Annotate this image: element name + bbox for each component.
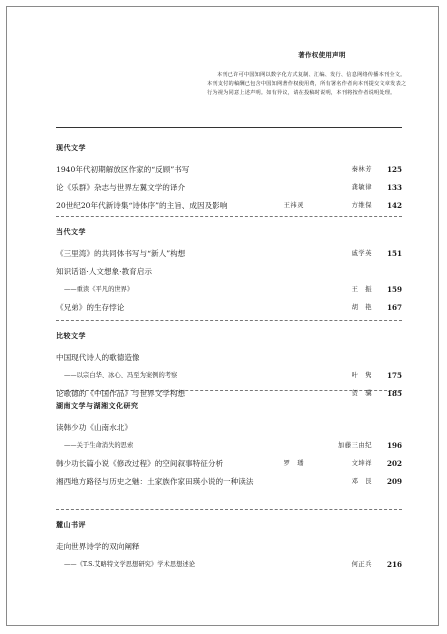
- toc-entry[interactable]: [56, 556, 402, 574]
- toc-section: [56, 143, 402, 215]
- entry-subtitle: ——关于生命消失的思索: [64, 442, 134, 449]
- section-divider: [56, 320, 402, 321]
- toc-entry[interactable]: [56, 245, 402, 263]
- toc-section: [56, 227, 402, 317]
- entry-page-number: 142: [386, 201, 402, 210]
- toc-section: [56, 520, 402, 574]
- entry-page-number: 185: [386, 389, 402, 398]
- section-title: 当代文学: [56, 227, 86, 236]
- toc-entry[interactable]: [56, 437, 402, 455]
- entry-title: 走向世界诗学的双向阐释: [56, 542, 140, 551]
- toc-entry[interactable]: [56, 349, 402, 367]
- entry-subtitle: ——重读《平凡的世界》: [64, 286, 134, 293]
- entry-subtitle: ——《T.S.艾略特文学思想研究》学术思想述论: [64, 561, 196, 568]
- section-title: 比较文学: [56, 331, 86, 340]
- section-title: 现代文学: [56, 143, 86, 152]
- top-rule: [56, 127, 402, 128]
- entry-page-number: 209: [386, 477, 402, 486]
- toc-entry[interactable]: [56, 179, 402, 197]
- entry-author: 叶 隽: [351, 372, 372, 379]
- section-title: 湖南文学与湖湘文化研究: [56, 401, 139, 410]
- entry-coauthor: 罗 璠: [283, 460, 304, 467]
- entry-title: 韩少功长篇小说《修改过程》的空间叙事特征分析: [56, 459, 224, 468]
- entry-subtitle: ——以宗白华、冰心、冯至为案例的考察: [64, 372, 178, 379]
- entry-title: 中国现代诗人的歌德造像: [56, 353, 140, 362]
- notice-body: 本刊已许可中国知网以数字化方式复制、汇编、发行、信息网络传播本刊全文。本刊支付的稿酬已包含中国知网著作权使用费，所有署名作者向本刊提交文章发表之行为视为同意上述声明。如有异议，请在投稿时说明，本刊将按作者说明处理。: [207, 72, 407, 96]
- toc-entry[interactable]: [56, 281, 402, 299]
- entry-page-number: 133: [386, 183, 402, 192]
- section-divider: [56, 509, 402, 510]
- section-divider: [56, 216, 402, 217]
- toc-entry[interactable]: [56, 367, 402, 385]
- toc-entry[interactable]: [56, 299, 402, 317]
- entry-title: 1940年代初期解放区作家的“反顾”书写: [56, 165, 190, 174]
- entry-title: 知识话语·人文想象·教育启示: [56, 267, 152, 276]
- entry-title: 《三里湾》的共同体书写与“新人”构想: [56, 249, 186, 258]
- copyright-notice: [207, 50, 407, 98]
- toc-section: [56, 331, 402, 403]
- notice-title: 著作权使用声明: [298, 51, 346, 59]
- toc-entry[interactable]: [56, 419, 402, 437]
- entry-author: 胡 艳: [351, 304, 372, 311]
- entry-page-number: 159: [386, 285, 402, 294]
- entry-title: 论歌德的《中国作品》与世界文学构想: [56, 389, 186, 398]
- toc-entry[interactable]: [56, 455, 402, 473]
- entry-author: 加藤三由纪: [338, 442, 372, 449]
- entry-author: 方维保: [351, 202, 372, 209]
- entry-page-number: 175: [386, 371, 402, 380]
- toc-section: [56, 401, 402, 491]
- entry-page-number: 202: [386, 459, 402, 468]
- entry-title: 读韩少功《山南水北》: [56, 423, 132, 432]
- entry-author: 王 振: [351, 286, 372, 293]
- entry-author: 秦林芳: [351, 166, 372, 173]
- entry-page-number: 167: [386, 303, 402, 312]
- toc-entry[interactable]: [56, 263, 402, 281]
- entry-page-number: 151: [386, 249, 402, 258]
- entry-title: 20世纪20年代新诗集“诗体序”的主旨、成因及影响: [56, 201, 228, 210]
- entry-author: 龚敏律: [351, 184, 372, 191]
- entry-title: 《兄弟》的生存悖论: [56, 303, 125, 312]
- section-title: 麓山书评: [56, 520, 86, 529]
- entry-author: 贺 骥: [351, 390, 372, 397]
- entry-page-number: 125: [386, 165, 402, 174]
- toc-entry[interactable]: [56, 538, 402, 556]
- entry-coauthor: 王祎灵: [283, 202, 304, 209]
- entry-author: 文坤祥: [351, 460, 372, 467]
- entry-page-number: 196: [386, 441, 402, 450]
- toc-entry[interactable]: [56, 473, 402, 491]
- entry-page-number: 216: [386, 560, 402, 569]
- entry-author: 何正兵: [351, 561, 372, 568]
- entry-title: 论《乐群》杂志与世界左翼文学的译介: [56, 183, 186, 192]
- toc-entry[interactable]: [56, 197, 402, 215]
- entry-author: 邓 艮: [351, 478, 372, 485]
- toc-entry[interactable]: [56, 161, 402, 179]
- entry-author: 戚学英: [351, 250, 372, 257]
- entry-title: 湘西地方路径与历史之魅：土家族作家田瑛小说的一种读法: [56, 477, 254, 486]
